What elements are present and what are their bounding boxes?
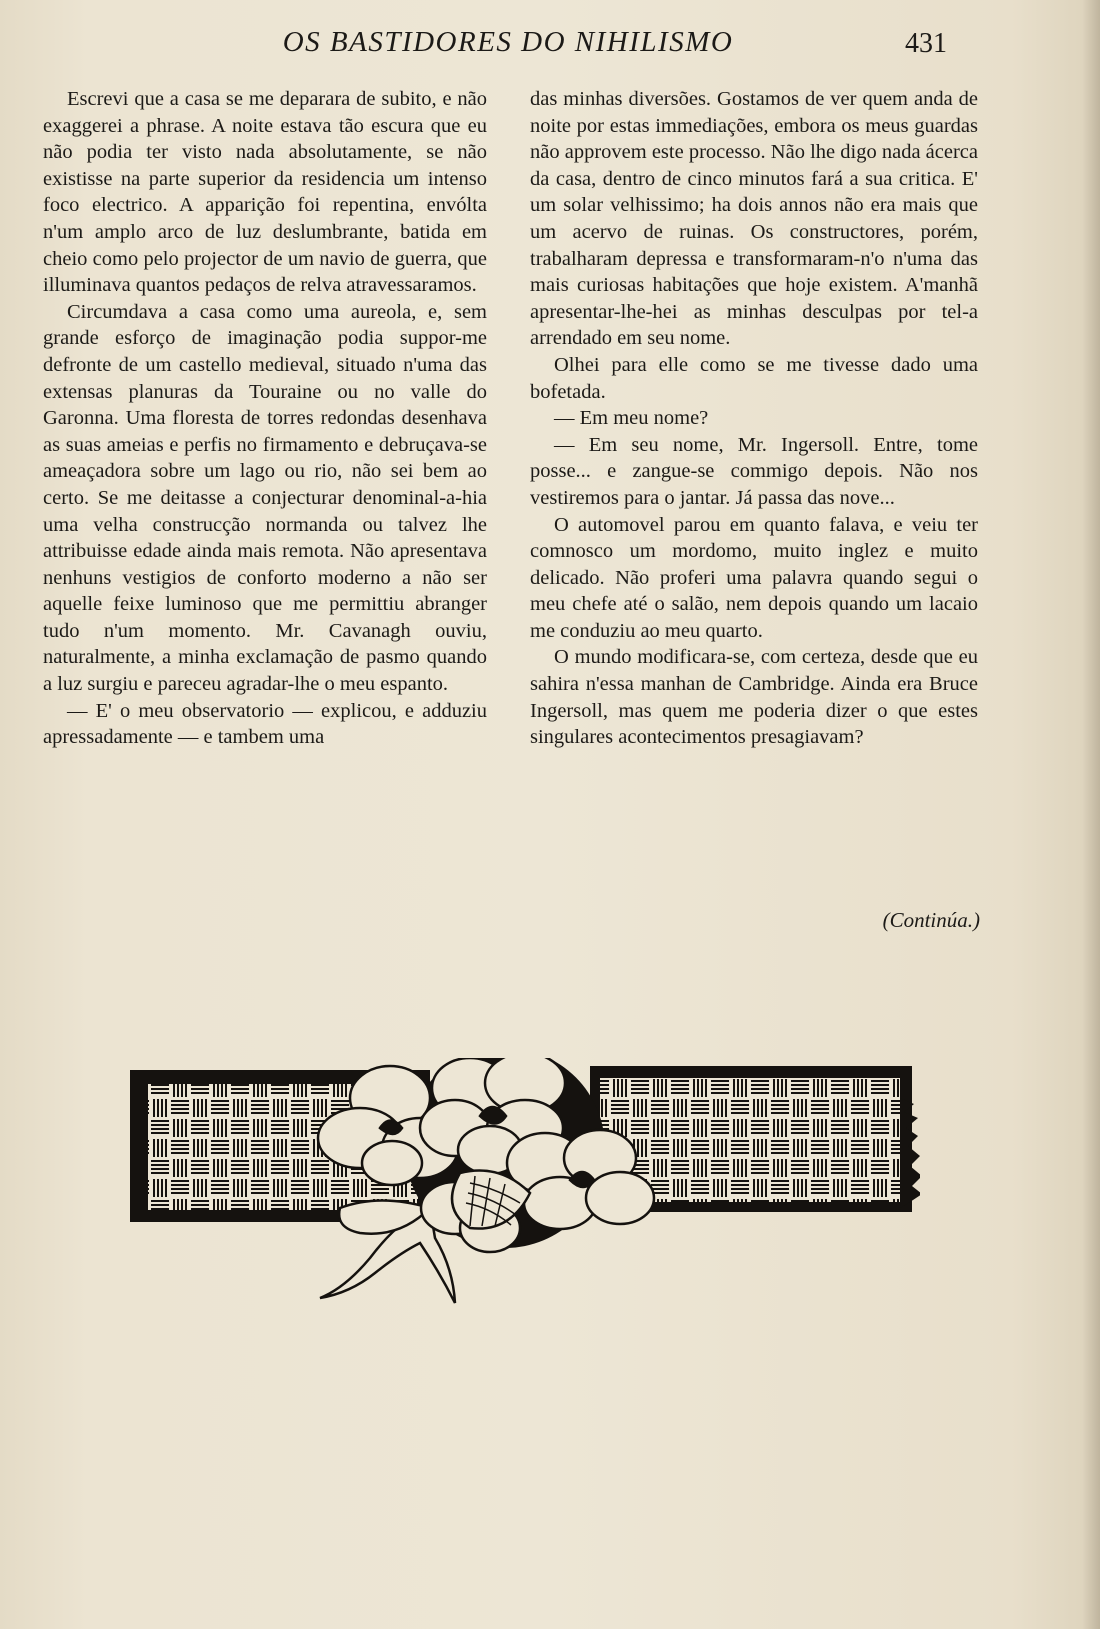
left-paragraph-2: Circumdava a casa como uma aureola, e, sem grande esforço de imaginação podia suppor-me defronte de um castello medieval, situado n'uma das extensas planuras da Touraine ou no valle do Garonna. Uma floresta de torres redondas desenhava as suas ameias e perfis no firmamento e debruçava-se ameaçadora sobre um lago ou rio, não sei bem ao certo. Se me deitasse a conjecturar denominal-a-hia uma velha construcção normanda ou talvez lhe attribuisse edade ainda mais remota. Não apresentava nenhuns vestigios de conforto moderno a não ser aquelle feixe luminoso que me permittiu abranger tudo n'um momento. Mr. Cavanagh ouviu, naturalmente, a minha exclamação de pasmo quando a luz surgiu e pareceu agradar-lhe o meu espanto.	[43, 300, 487, 696]
page-number: 431	[905, 28, 947, 59]
right-paragraph-4: O automovel parou em quanto falava, e veiu ter comnosco um mordomo, muito inglez e muito delicado. Não proferi uma palavra quando segui o meu chefe até o salão, nem depois quando um lacaio me conduziu ao meu quarto.	[530, 513, 978, 642]
left-paragraph-1: Escrevi que a casa se me deparara de subito, e não exaggerei a phrase. A noite estava tão escura que eu não podia ter visto nada absolutamente, se não existisse na parte superior da residencia um intenso foco electrico. A apparição foi repentina, envólta n'um amplo arco de luz deslumbrante, batida em cheio como pelo projector de um navio de guerra, que illuminava quantos pedaços de relva atravessaramos.	[43, 88, 487, 297]
running-title: OS BASTIDORES DO NIHILISMO	[282, 26, 734, 58]
right-paragraph-3: — Em seu nome, Mr. Ingersoll. Entre, tome posse... e zangue-se commigo depois. Não nos vestiremos para o jantar. Já passa das nove...	[530, 433, 978, 509]
right-column	[530, 86, 978, 751]
left-column	[43, 86, 487, 751]
left-paragraph-3: — E' o meu observatorio — explicou, e adduziu apressadamente — e tambem uma	[43, 699, 487, 749]
continua-note: (Continúa.)	[882, 908, 980, 932]
right-paragraph-5: O mundo modificara-se, com certeza, desde que eu sahira n'essa manhan de Cambridge. Ainda era Bruce Ingersoll, mas quem me poderia dizer o que estes singulares acontecimentos presagiavam?	[530, 646, 978, 749]
page-gutter-shadow	[1082, 0, 1100, 1629]
pansy-flowers-woven-band-ornament-icon	[130, 1058, 920, 1318]
right-continuation-paragraph: das minhas diversões. Gostamos de ver quem anda de noite por estas immediações, embora os meus guardas não approvem este processo. Não lhe digo nada ácerca da casa, dentro de cinco minutos fará a sua critica. E' um solar velhissimo; ha dois annos não era mais que um acervo de ruinas. Os constructores, porém, trabalharam depressa e transformaram-n'o n'uma das mais curiosas habitações que hoje existem. A'manhã apresentar-lhe-hei as minhas desculpas por tel-a arrendado em seu nome.	[530, 88, 978, 350]
right-paragraph-1: Olhei para elle como se me tivesse dado uma bofetada.	[530, 353, 978, 403]
right-paragraph-2: — Em meu nome?	[554, 407, 709, 430]
